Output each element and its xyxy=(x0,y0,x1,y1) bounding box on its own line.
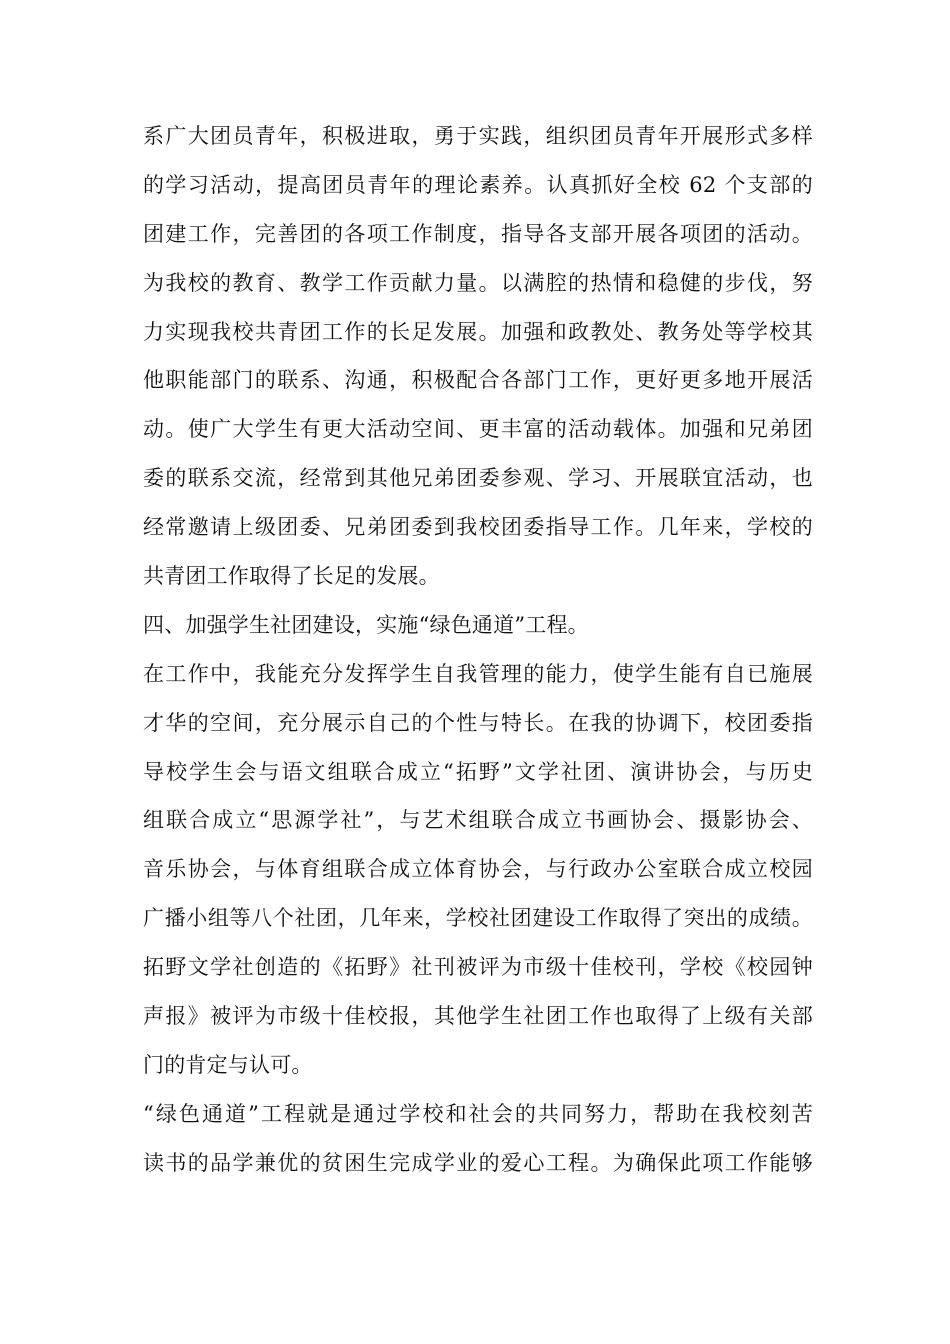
text-line: 导校学生会与语文组联合成立“拓野”文学社团、演讲协会，与历史 xyxy=(143,759,813,784)
text-line: 委的联系交流，经常到其他兄弟团委参观、学习、开展联宜活动，也 xyxy=(143,466,813,491)
text-line: 声报》被评为市级十佳校报，其他学生社团工作也取得了上级有关部 xyxy=(143,1004,813,1029)
text-line: 在工作中，我能充分发挥学生自我管理的能力，使学生能有自已施展 xyxy=(143,661,813,686)
body-text xyxy=(143,112,813,1188)
text-line: 他职能部门的联系、沟通，积极配合各部门工作，更好更多地开展活 xyxy=(143,368,813,393)
text-line: 拓野文学社创造的《拓野》社刊被评为市级十佳校刊，学校《校园钟 xyxy=(143,955,813,980)
text-line: 为我校的教育、教学工作贡献力量。以满腔的热情和稳健的步伐，努 xyxy=(143,270,813,295)
section-heading: 四、加强学生社团建设，实施“绿色通道”工程。 xyxy=(143,612,589,637)
text-line: “绿色通道”工程就是通过学校和社会的共同努力，帮助在我校刻苦 xyxy=(143,1101,813,1126)
text-line: 经常邀请上级团委、兄弟团委到我校团委指导工作。几年来，学校的 xyxy=(143,515,813,540)
text-line: 门的肯定与认可。 xyxy=(143,1052,313,1077)
text-line: 团建工作，完善团的各项工作制度，指导各支部开展各项团的活动。 xyxy=(143,221,813,246)
text-line: 才华的空间，充分展示自己的个性与特长。在我的协调下，校团委指 xyxy=(143,710,813,735)
text-line: 组联合成立“思源学社”，与艺术组联合成立书画协会、摄影协会、 xyxy=(143,808,813,833)
text-line: 共青团工作取得了长足的发展。 xyxy=(143,564,440,589)
text-line: 读书的品学兼优的贫困生完成学业的爱心工程。为确保此项工作能够 xyxy=(143,1150,813,1175)
text-line: 系广大团员青年，积极进取，勇于实践，组织团员青年开展形式多样 xyxy=(143,124,813,148)
text-line: 的学习活动，提高团员青年的理论素养。认真抓好全校 62 个支部的 xyxy=(143,172,813,197)
text-line: 力实现我校共青团工作的长足发展。加强和政教处、教务处等学校其 xyxy=(143,319,813,344)
text-line: 动。使广大学生有更大活动空间、更丰富的活动载体。加强和兄弟团 xyxy=(143,417,813,442)
text-line: 广播小组等八个社团，几年来，学校社团建设工作取得了突出的成绩。 xyxy=(143,906,813,931)
text-line: 音乐协会，与体育组联合成立体育协会，与行政办公室联合成立校园 xyxy=(143,857,813,882)
